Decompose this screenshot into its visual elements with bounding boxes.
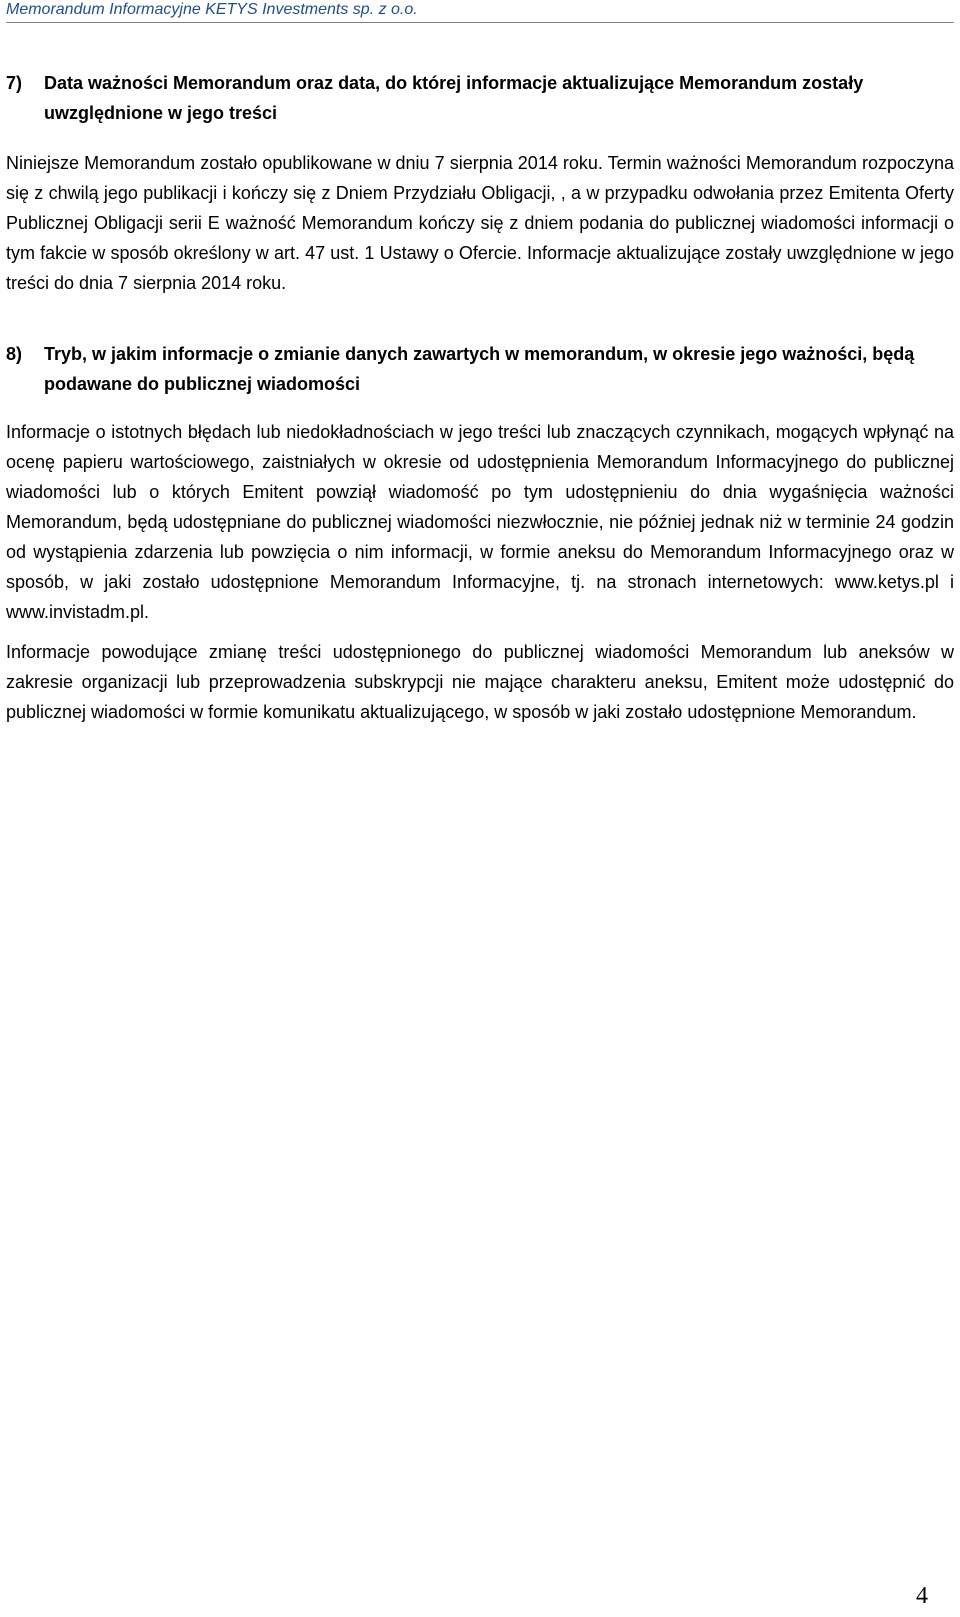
page-header-title: Memorandum Informacyjne KETYS Investments sp. z o.o.: [6, 1, 418, 18]
section-heading: [6, 339, 954, 399]
section-title: Data ważności Memorandum oraz data, do której informacje aktualizujące Memorandum zostały uwzględnione w jego treści: [44, 73, 864, 123]
section-number: 7): [6, 73, 23, 93]
paragraph: Informacje powodujące zmianę treści udostępnionego do publicznej wiadomości Memorandum lub aneksów w zakresie organizacji lub przeprowadzenia subskrypcji nie mające charakteru aneksu, Emitent może udostępnić do publicznej wiadomości w formie komunikatu aktualizującego, w sposób w jaki zostało udostępnione Memorandum.: [6, 642, 954, 722]
paragraph: Informacje o istotnych błędach lub niedokładnościach w jego treści lub znaczących czynnikach, mogących wpłynąć na ocenę papieru wartościowego, zaistniałych w okresie od udostępnienia Memorandum Informacyjnego do publicznej wiadomości lub o których Emitent powziął wiadomość po tym udostępnieniu do dnia wygaśnięcia ważności Memorandum, będą udostępniane do publicznej wiadomości niezwłocznie, nie później jednak niż w terminie 24 godzin od wystąpienia zdarzenia lub powzięcia o nim informacji, w formie aneksu do Memorandum Informacyjnego oraz w sposób, w jaki zostało udostępnione Memorandum Informacyjne, tj. na stronach internetowych: www.ketys.pl i www.invistadm.pl.: [6, 422, 954, 622]
header-divider: [6, 22, 954, 23]
page-number: 4: [916, 1583, 928, 1609]
section-8: [6, 339, 954, 727]
section-7: [6, 68, 954, 298]
paragraph: Niniejsze Memorandum zostało opublikowane w dniu 7 sierpnia 2014 roku. Termin ważności Memorandum rozpoczyna się z chwilą jego publikacji i kończy się z Dniem Przydziału Obligacji, , a w przypadku odwołania przez Emitenta Oferty Publicznej Obligacji serii E ważność Memorandum kończy się z dniem podania do publicznej wiadomości informacji o tym fakcie w sposób określony w art. 47 ust. 1 Ustawy o Ofercie. Informacje aktualizujące zostały uwzględnione w jego treści do dnia 7 sierpnia 2014 roku.: [6, 153, 954, 293]
section-heading: [6, 68, 954, 128]
section-number: 8): [6, 344, 23, 364]
section-title: Tryb, w jakim informacje o zmianie danych zawartych w memorandum, w okresie jego ważności, będą podawane do publicznej wiadomości: [44, 344, 915, 394]
